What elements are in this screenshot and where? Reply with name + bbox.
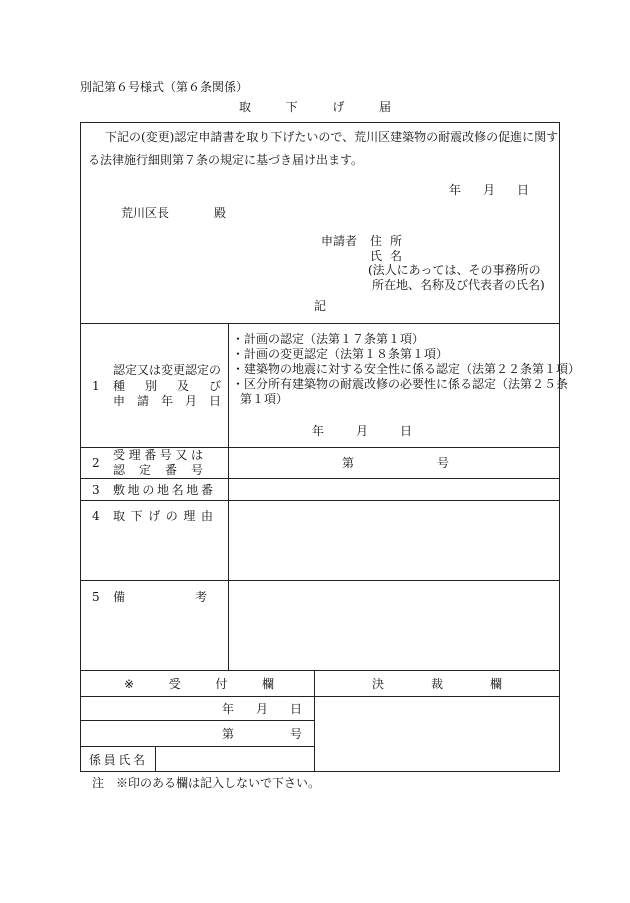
- title-char: 取: [239, 100, 252, 114]
- row5-label: [113, 591, 207, 603]
- label-char: 番: [164, 463, 177, 477]
- receipt-number: [222, 728, 302, 740]
- row-number: 2: [92, 456, 100, 470]
- intro-line-1: 下記の(変更)認定申請書を取り下げたいので、荒川区建築物の耐震改修の促進に関す: [105, 130, 559, 144]
- row-divider: [80, 720, 314, 721]
- label-char: 名: [171, 483, 184, 497]
- row-divider: [80, 746, 314, 747]
- date-month-label: 月: [255, 702, 268, 716]
- label-char: 敷: [113, 483, 126, 497]
- title-char: 届: [378, 100, 391, 114]
- row-divider: [80, 323, 560, 324]
- row3-label: [113, 484, 213, 496]
- addressee: 荒川区長: [121, 206, 170, 220]
- label-char: 又: [175, 448, 188, 462]
- row-number: 3: [92, 483, 100, 497]
- label-char: 決: [372, 677, 385, 691]
- date-year-label: 年: [312, 424, 325, 438]
- label-char: げ: [148, 509, 161, 523]
- date-month-label: 月: [482, 183, 495, 197]
- receipt-number-dai: 第: [342, 456, 355, 470]
- label-char: の: [165, 509, 178, 523]
- label-char: 番: [200, 483, 213, 497]
- label-char: 月: [184, 394, 197, 408]
- label-char: 種: [113, 379, 126, 393]
- col-divider: [155, 746, 156, 772]
- col-divider: [228, 323, 229, 670]
- date-year-label: 年: [449, 183, 462, 197]
- row-divider: [80, 500, 560, 501]
- row-number: 5: [92, 590, 100, 604]
- row2-label-line1: [113, 449, 203, 461]
- submission-date: [449, 184, 529, 196]
- applicant-label: 申請者: [321, 234, 358, 248]
- label-char: 考: [194, 590, 207, 604]
- label-char: は: [190, 448, 203, 462]
- row2-label-line2: [113, 464, 203, 476]
- label-char: 定: [138, 463, 151, 477]
- date-day-label: 日: [399, 424, 412, 438]
- row-divider: [80, 478, 560, 479]
- label-char: ※: [124, 677, 135, 691]
- row-divider: [80, 670, 560, 671]
- col-divider: [314, 670, 315, 772]
- receipt-number-go: 号: [437, 456, 450, 470]
- option-plan-approval: ・計画の認定（法第１７条第１項）: [232, 332, 425, 346]
- label-char: の: [142, 483, 155, 497]
- label-char: 欄: [489, 677, 502, 691]
- date-day-label: 日: [289, 702, 302, 716]
- row-number: 4: [92, 509, 100, 523]
- receipt-date: [222, 703, 302, 715]
- footnote: 注 ※印のある欄は記入しないで下さい。: [92, 776, 321, 790]
- form-title: [239, 101, 391, 113]
- date-month-label: 月: [355, 424, 368, 438]
- row1-label-line1: 認定又は変更認定の: [113, 363, 222, 377]
- label-char: 受: [168, 677, 181, 691]
- label-char: 認: [113, 463, 126, 477]
- label-char: 及: [176, 379, 189, 393]
- label-char: 地: [156, 483, 169, 497]
- name-label: [370, 250, 402, 262]
- label-char: 地: [186, 483, 199, 497]
- label-char: 理: [183, 509, 196, 523]
- title-char: 下: [285, 100, 298, 114]
- receipt-column-header: [124, 678, 274, 690]
- label-char: 地: [127, 483, 140, 497]
- form-label: 別記第６号様式（第６条関係）: [80, 80, 249, 94]
- label-char: 欄: [261, 677, 274, 691]
- date-day-label: 日: [516, 183, 529, 197]
- application-date: [312, 425, 412, 437]
- option-condo-retrofit-approval: ・区分所有建築物の耐震改修の必要性に係る認定（法第２５条: [232, 377, 569, 391]
- label-char: 員: [103, 753, 116, 767]
- option-seismic-safety-approval: ・建築物の地震に対する安全性に係る認定（法第２２条第１項）: [232, 362, 581, 376]
- ki-label: 記: [314, 299, 327, 313]
- label-char: 裁: [430, 677, 443, 691]
- date-year-label: 年: [222, 702, 235, 716]
- addressee-suffix: 殿: [214, 206, 227, 220]
- row1-label-line3: [113, 395, 221, 407]
- label-char: 受: [113, 448, 126, 462]
- corp-note-2: 所在地、名称及び代表者の氏名): [372, 278, 545, 292]
- address-char: 住: [370, 234, 383, 248]
- option-condo-retrofit-approval-cont: 第１項）: [240, 392, 289, 406]
- label-char: 号: [159, 448, 172, 462]
- label-char: 由: [200, 509, 213, 523]
- name-char: 名: [389, 249, 402, 263]
- label-char: 申: [113, 394, 126, 408]
- option-plan-change-approval: ・計画の変更認定（法第１８条第１項）: [232, 347, 449, 361]
- label-char: び: [208, 379, 221, 393]
- title-char: げ: [332, 100, 345, 114]
- decision-column-header: [372, 678, 502, 690]
- row-number: 1: [92, 379, 100, 393]
- label-char: 号: [190, 463, 203, 477]
- row-divider: [80, 580, 560, 581]
- corp-note-1: (法人にあっては、その事務所の: [368, 263, 541, 277]
- staff-name-label: [89, 754, 145, 766]
- label-char: 番: [144, 448, 157, 462]
- row4-label: [113, 510, 213, 522]
- label-char: 備: [113, 590, 126, 604]
- address-char: 所: [389, 234, 402, 248]
- label-char: 年: [160, 394, 173, 408]
- row1-label-line2: [113, 380, 221, 392]
- label-char: 日: [208, 394, 221, 408]
- label-char: 付: [215, 677, 228, 691]
- label-char: 係: [89, 753, 102, 767]
- address-label: [370, 235, 402, 247]
- label-char: 別: [144, 379, 157, 393]
- label-char: 請: [136, 394, 149, 408]
- row-divider: [80, 696, 560, 697]
- label-char: 取: [113, 509, 126, 523]
- label-char: 名: [132, 753, 145, 767]
- label-char: 理: [128, 448, 141, 462]
- receipt-dai: 第: [222, 727, 235, 741]
- intro-line-2: る法律施行細則第７条の規定に基づき届け出ます。: [88, 153, 364, 167]
- name-char: 氏: [370, 249, 383, 263]
- label-char: 下: [130, 509, 143, 523]
- label-char: 氏: [118, 753, 131, 767]
- receipt-go: 号: [289, 727, 302, 741]
